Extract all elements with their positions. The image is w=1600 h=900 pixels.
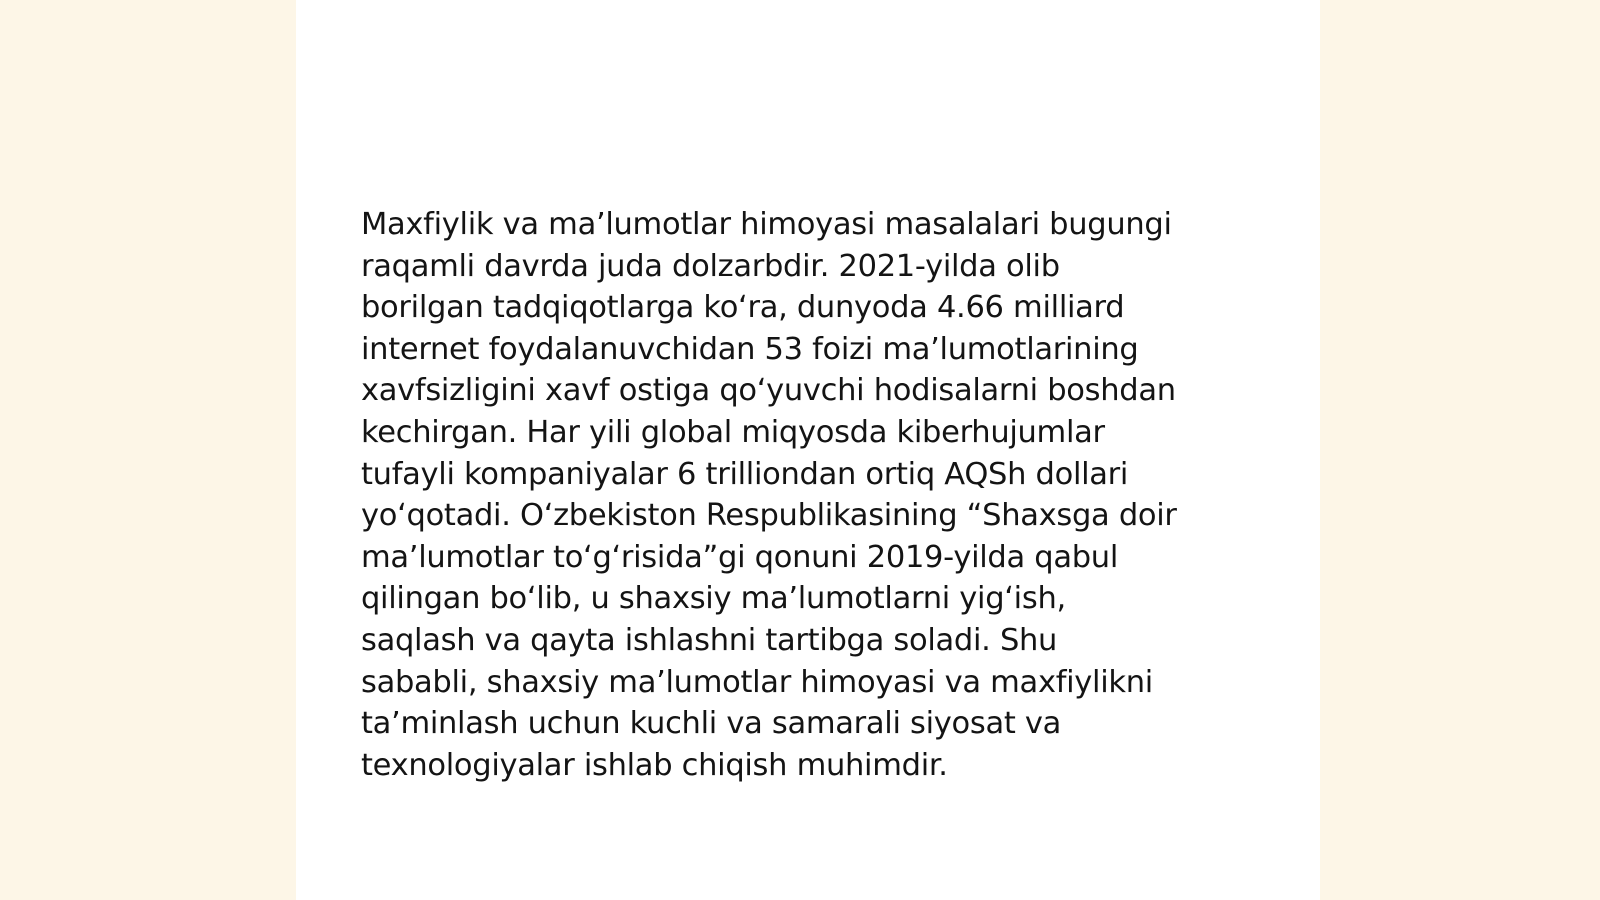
paragraph-line: sababli, shaxsiy ma’lumotlar himoyasi va maxfiylikni (361, 664, 1153, 700)
paragraph-line: kechirgan. Har yili global miqyosda kiberhujumlar (361, 414, 1105, 450)
paragraph-line: ta’minlash uchun kuchli va samarali siyosat va (361, 706, 1062, 742)
paragraph-line: qilingan bo‘lib, u shaxsiy ma’lumotlarni yig‘ish, (361, 581, 1066, 617)
paragraph-line: texnologiyalar ishlab chiqish muhimdir. (361, 747, 948, 783)
paragraph-line: saqlash va qayta ishlashni tartibga soladi. Shu (361, 622, 1058, 658)
paragraph-line: yo‘qotadi. O‘zbekiston Respublikasining “Shaxsga doir (361, 498, 1177, 534)
body-paragraph (361, 204, 1251, 786)
paragraph-line: raqamli davrda juda dolzarbdir. 2021-yilda olib (361, 248, 1060, 284)
paragraph-line: Maxfiylik va ma’lumotlar himoyasi masalalari bugungi (361, 207, 1172, 242)
document-page (296, 0, 1320, 900)
paragraph-line: ma’lumotlar to‘g‘risida”gi qonuni 2019-yilda qabul (361, 539, 1118, 575)
paragraph-line: tufayli kompaniyalar 6 trilliondan ortiq AQSh dollari (361, 456, 1129, 492)
paragraph-line: xavfsizligini xavf ostiga qo‘yuvchi hodisalarni boshdan (361, 373, 1176, 409)
paragraph-line: borilgan tadqiqotlarga ko‘ra, dunyoda 4.66 milliard (361, 290, 1125, 326)
paragraph-line: internet foydalanuvchidan 53 foizi ma’lumotlarining (361, 331, 1139, 367)
